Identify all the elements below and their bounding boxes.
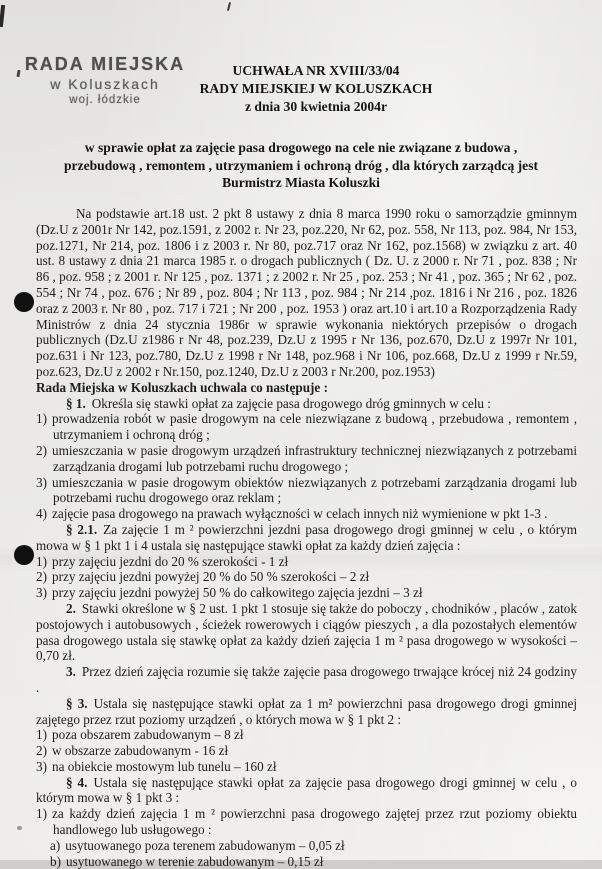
item-number: 1) xyxy=(36,727,47,743)
item-number: 2) xyxy=(36,569,47,585)
section-2-2-paragraph xyxy=(36,601,577,664)
stamp-city: w Koluszkach xyxy=(50,76,160,92)
scan-artifact xyxy=(0,5,5,27)
list-item xyxy=(36,569,577,585)
resolution-date: z dnia 30 kwietnia 2004r xyxy=(245,99,387,114)
scan-artifact xyxy=(17,826,22,830)
section-label: 3. xyxy=(66,664,76,680)
item-number: 3) xyxy=(36,585,47,601)
hole-punch-mark xyxy=(14,545,34,565)
item-letter: a) xyxy=(50,837,61,853)
section-label: § 4. xyxy=(66,774,88,790)
document-body xyxy=(36,206,577,869)
item-text: umieszczania w pasie drogowym obiektów niezwiązanych z potrzebami zarządzania drogami lub potrzebami ruchu drogowego oraz reklam ; xyxy=(52,474,577,506)
item-number: 1) xyxy=(36,411,47,427)
stamp-voivodeship: woj. łódzkie xyxy=(69,94,141,106)
list-item xyxy=(36,743,577,759)
item-text: przy zajęciu jezdni powyżej 50 % do całkowitego zajęcia jezdni – 3 zł xyxy=(52,585,423,601)
item-letter: b) xyxy=(50,853,61,869)
item-text: poza obszarem zabudowanym – 8 zł xyxy=(52,727,244,743)
item-number: 1) xyxy=(36,553,47,569)
list-item xyxy=(36,475,577,507)
resolution-number: UCHWAŁA NR XVIII/33/04 xyxy=(232,63,400,78)
item-text: umieszczania w pasie drogowym urządzeń infrastruktury technicznej niezwiązanych z potrzebami zarządzania drogami lub potrzebami ruchu drogowego ; xyxy=(52,442,577,474)
legal-basis-paragraph: Na podstawie art.18 ust. 2 pkt 8 ustawy z dnia 8 marca 1990 roku o samorządzie gminnym (Dz.U z 2001r Nr 142, poz.1591, z 2002 r. Nr 23, poz.220, Nr 62, poz. 558, Nr 113, poz. 984, Nr 153, poz.1271, Nr 214, poz. 1806 i z 2003 r. Nr 80, poz.717 oraz Nr 162, poz.1568) w związku z art. 40 ust. 8 ustawy z dnia 21 marca 1985 r. o drogach publicznych ( Dz. U. z 2000 r. Nr 71 , poz. 838 ; Nr 86 , poz. 958 ; z 2001 r. Nr 125 , poz. 1371 ; z 2002 r. Nr 25 , poz. 253 ; Nr 41 , poz. 365 ; Nr 62 , poz. 554 ; Nr 74 , poz. 676 ; Nr 89 , poz. 804 ; Nr 113 , poz. 984 ; Nr 214 ,poz. 1816 i Nr 216 , poz. 1826 oraz z 2003 r. Nr 80 , poz. 717 i 721 ; Nr 200 , poz. 1953 ) oraz art.10 i art.10 a Rozporządzenia Rady Ministrów z dnia 24 stycznia 1986r w sprawie wykonania niektórych przepisów o drogach publicznych (Dz.U z1986 r Nr 48, poz.239, Dz.U z 1995 r Nr 136, poz.670, Dz.U z 1997r Nr 101, poz.631 i Nr 123, poz.780, Dz.U z 1998 r Nr 148, poz.968 i Nr 106, poz.668, Dz.U z 1999 r Nr.59, poz.623, Dz.U z 2002 r Nr.150, poz.1240, Dz.U z 2003 r Nr.200, poz.1953) xyxy=(36,206,577,379)
item-text: usytuowanego poza terenem zabudowanym – 0,05 zł xyxy=(65,837,345,853)
stamp-org-name: RADA MIEJSKA xyxy=(24,54,186,74)
item-number: 1) xyxy=(36,806,47,822)
section-text: Ustala się następujące stawki opłat za zajęcie pasa drogowego drogi gminnej w celu , o którym mowa w § 1 pkt 3 : xyxy=(36,774,577,806)
section-label: § 2.1. xyxy=(66,521,98,537)
section-4-heading xyxy=(36,775,577,807)
section-label: § 3. xyxy=(66,695,88,711)
hole-punch-mark xyxy=(14,292,34,312)
section-label: 2. xyxy=(66,600,76,616)
item-text: przy zajęciu jezdni do 20 % szerokości - 1 zł xyxy=(52,553,289,569)
item-number: 3) xyxy=(36,758,47,774)
section-label: § 1. xyxy=(66,395,86,411)
council-stamp xyxy=(20,54,190,106)
sub-list-item xyxy=(36,838,577,854)
item-text: za każdy dzień zajęcia 1 m ² powierzchni pasa drogowego zajętej przez rzut poziomy obiektu handlowego lub usługowego : xyxy=(52,806,577,838)
list-item xyxy=(36,506,577,522)
section-2-3-paragraph xyxy=(36,664,577,696)
section-text: Za zajęcie 1 m ² powierzchni jezdni pasa drogowego drogi gminnej w celu , o którym mowa w § 1 pkt 1 i 4 ustala się następujące stawki opłat za każdy dzień zajęcia : xyxy=(36,521,578,553)
list-item xyxy=(36,585,577,601)
item-text: w obszarze zabudowanym - 16 zł xyxy=(52,743,229,759)
item-text: zajęcie pasa drogowego na prawach wyłączności w celach innych niż wymienione w pkt 1-3 . xyxy=(52,506,548,522)
resolution-issuer: RADY MIEJSKIEJ W KOLUSZKACH xyxy=(199,81,433,96)
list-item xyxy=(36,727,577,743)
section-3-heading xyxy=(36,696,577,728)
item-text: usytuowanego w terenie zabudowanym – 0,15 zł xyxy=(66,853,324,869)
item-number: 2) xyxy=(36,743,47,759)
resolution-subject: w sprawie opłat za zajęcie pasa drogowego na cele nie związane z budowa , przebudową , remontem , utrzymaniem i ochroną dróg , dla których zarządcą jest Burmistrz Miasta Koluszki xyxy=(63,140,539,190)
section-text: Ustala się następujące stawki opłat za 1 m² powierzchni pasa drogowego drogi gminnej zajętego przez rzut poziomy urządzeń , o których mowa w § 1 pkt 2 : xyxy=(36,695,578,727)
item-text: na obiekcie mostowym lub tunelu – 160 zł xyxy=(52,758,277,774)
item-text: przy zajęciu jezdni powyżej 20 % do 50 % szerokości – 2 zł xyxy=(52,569,370,585)
list-item xyxy=(36,759,577,775)
item-number: 3) xyxy=(36,474,47,490)
section-1-heading xyxy=(36,396,577,412)
section-text: Określa się stawki opłat za zajęcie pasa drogowego dróg gminnych w celu : xyxy=(91,395,491,411)
resolution-title-block xyxy=(166,62,466,116)
item-number: 4) xyxy=(36,506,47,522)
section-text: Przez dzień zajęcia rozumie się także zajęcie pasa drogowego trwające krócej niż 24 godziny . xyxy=(36,664,577,695)
sub-list-item xyxy=(36,854,577,869)
section-2-1-heading xyxy=(36,522,577,554)
list-item xyxy=(36,554,577,570)
item-text: prowadzenia robót w pasie drogowym na cele niezwiązane z budową , przebudowa , remontem , utrzymaniem i ochroną dróg ; xyxy=(52,411,577,443)
list-item xyxy=(36,806,577,838)
list-item xyxy=(36,411,577,443)
enacting-clause: Rada Miejska w Koluszkach uchwala co następuje : xyxy=(36,379,328,395)
item-number: 2) xyxy=(36,442,47,458)
section-text: Stawki określone w § 2 ust. 1 pkt 1 stosuje się także do poboczy , chodników , placów , zatok postojowych i autobusowych , ścieżek rowerowych i ciągów pieszych , a dla pozostałych elementów pasa drogowego ustala się stawkę opłat za każdy dzień zajęcia 1 m ² pasa drogowego w wysokości – 0,70 zł. xyxy=(36,600,577,664)
list-item xyxy=(36,443,577,475)
scan-artifact xyxy=(227,2,231,11)
